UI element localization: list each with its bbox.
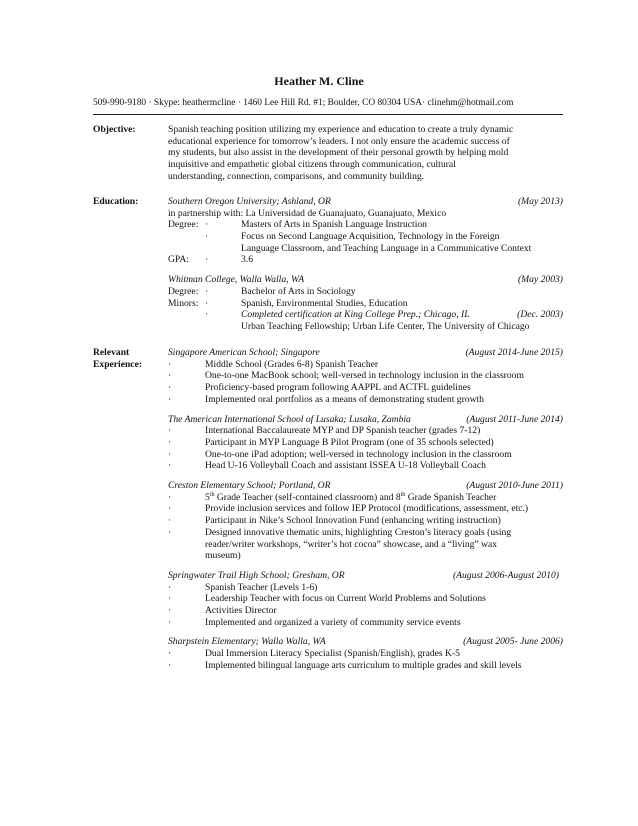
- bullet: ·: [168, 370, 172, 382]
- list-item: [168, 503, 563, 515]
- bullet: ·: [168, 460, 172, 472]
- job-name: Sharpstein Elementary; Walla Walla, WA: [168, 636, 326, 648]
- list-item-text: [168, 492, 563, 504]
- list-item: [168, 394, 563, 406]
- list-item-text: Leadership Teacher with focus on Current World Problems and Solutions: [205, 593, 486, 605]
- job-name: Creston Elementary School; Portland, OR: [168, 480, 331, 491]
- list-item: [168, 437, 563, 449]
- list-item: [168, 370, 563, 382]
- bullet: ·: [168, 515, 172, 527]
- job-date: (August 2006-August 2010): [452, 569, 559, 581]
- bullet: ·: [205, 219, 209, 231]
- bullet: ·: [205, 231, 209, 243]
- school-partner: in partnership with: La Universidad de Guanajuato, Guanajuato, Mexico: [168, 207, 447, 219]
- job-date: (August 2014-June 2015): [465, 347, 563, 358]
- contact-line: 509-990-9180 · Skype: heathermcline · 1460 Lee Hill Rd. #1; Boulder, CO 80304 USA· clinehm@hotmail.com: [93, 98, 514, 108]
- cert-text: Completed certification at King College Prep.; Chicago, IL: [241, 309, 470, 321]
- list-item-text: Implemented oral portfolios as a means of demonstrating student growth: [205, 393, 484, 405]
- bullet: ·: [168, 448, 172, 460]
- degree-key: Degree:: [168, 219, 199, 231]
- experience-section: [93, 347, 563, 672]
- bullet: ·: [168, 425, 172, 437]
- list-item-text: Dual Immersion Literacy Specialist (Spanish/English), grades K-5: [205, 648, 460, 660]
- list-item: [168, 515, 563, 527]
- bullet: ·: [168, 526, 172, 538]
- list-item: [168, 382, 563, 394]
- grade-text: Grade Spanish Teacher: [405, 491, 497, 503]
- gpa-key: GPA:: [168, 254, 189, 266]
- cert-row: [168, 309, 563, 321]
- job-name: Singapore American School; Singapore: [168, 347, 320, 358]
- list-item-line: Designed innovative thematic units, highlighting Creston’s literacy goals (using: [205, 526, 512, 538]
- school-header: [168, 274, 563, 286]
- objective-line: Spanish teaching position utilizing my experience and education to create a truly dynamic: [168, 124, 514, 135]
- list-item-text: Spanish Teacher (Levels 1-6): [205, 581, 318, 593]
- degree-key: Degree:: [168, 285, 199, 297]
- school-date: (May 2003): [517, 274, 563, 286]
- list-item-text: Provide inclusion services and follow IEP Protocol (modifications, assessment, etc.): [205, 503, 529, 515]
- list-item-text: [168, 527, 563, 562]
- list-item-text: One-to-one MacBook school; well-versed in technology inclusion in the classroom: [205, 370, 524, 382]
- degree-row: [168, 286, 563, 298]
- list-item-text: Participant in MYP Language B Pilot Program (one of 35 schools selected): [205, 436, 494, 448]
- bullet: ·: [168, 605, 172, 616]
- fellowship-text: Urban Teaching Fellowship; Urban Life Center, The University of Chicago: [241, 320, 530, 332]
- list-item-line: museum): [205, 550, 241, 562]
- experience-label: [93, 347, 167, 370]
- list-item-line: reader/writer workshops, “writer’s hot cocoa” showcase, and a “living” wax: [205, 538, 498, 550]
- cert-date: (Dec. 2003): [517, 309, 563, 321]
- objective-text: [168, 124, 563, 183]
- header-divider: [93, 114, 563, 115]
- list-item: [168, 648, 563, 660]
- list-item-text: One-to-one iPad adoption; well-versed in technology inclusion in the classroom: [205, 448, 512, 460]
- job-header: [168, 636, 563, 648]
- job-header: [168, 347, 563, 359]
- list-item: [168, 617, 563, 629]
- ordinal-suffix: th: [400, 491, 406, 498]
- list-item-text: Participant in Nike’s School Innovation Fund (enhancing writing instruction): [205, 515, 501, 527]
- bullet: ·: [168, 503, 172, 515]
- list-item-text: Proficiency-based program following AAPPL and ACTFL guidelines: [205, 382, 471, 394]
- school-name: Southern Oregon University; Ashland, OR: [168, 196, 331, 207]
- job-date: (August 2010-June 2011): [466, 480, 563, 491]
- education-section: [93, 196, 563, 333]
- bullet: ·: [168, 393, 172, 405]
- objective-line: educational experience for tomorrow’s leaders. I not only ensure the academic success of: [168, 135, 510, 147]
- focus-line: Language Classroom, and Teaching Language in a Communicative Context: [241, 242, 532, 254]
- degree-value: Bachelor of Arts in Sociology: [241, 285, 356, 297]
- education-label: Education:: [93, 196, 139, 207]
- objective-line: understanding, connection, comparisons, and community building.: [168, 170, 425, 182]
- list-item: [168, 605, 563, 617]
- list-item: [168, 582, 563, 594]
- objective-label: Objective:: [93, 124, 136, 135]
- list-item-text: Head U-16 Volleyball Coach and assistant ISSEA U-18 Volleyball Coach: [205, 460, 486, 472]
- bullet: ·: [205, 285, 209, 297]
- bullet: ·: [168, 581, 172, 593]
- bullet: ·: [205, 254, 209, 266]
- degree-value: Masters of Arts in Spanish Language Instruction: [241, 219, 427, 231]
- list-item-text: Implemented bilingual language arts curriculum to multiple grades and skill levels: [205, 659, 522, 671]
- list-item: [168, 492, 563, 504]
- list-item: [168, 660, 563, 672]
- minors-value: Spanish, Environmental Studies, Education: [241, 297, 408, 309]
- list-item: [168, 449, 563, 461]
- job-name: Springwater Trail High School; Gresham, OR: [168, 569, 345, 581]
- list-item-text: Middle School (Grades 6-8) Spanish Teacher: [205, 358, 379, 370]
- school-name: Whitman College, Walla Walla, WA: [168, 274, 305, 286]
- fellowship-row: [168, 321, 563, 333]
- bullet: ·: [168, 648, 172, 660]
- experience-label-line: Experience:: [93, 358, 143, 370]
- bullet: ·: [205, 297, 209, 309]
- degree-row: [168, 219, 563, 231]
- job-header: [168, 414, 563, 426]
- experience-label-line: Relevant: [93, 347, 130, 358]
- gpa-row: [168, 254, 563, 266]
- bullet: ·: [168, 659, 172, 671]
- list-item-text: International Baccalaureate MYP and DP Spanish teacher (grades 7-12): [205, 425, 481, 437]
- list-item: [168, 359, 563, 371]
- job-date: (August 2011-June 2014): [466, 413, 563, 425]
- objective-line: inquisitive and empathetic global citizens through communication, cultural: [168, 159, 456, 171]
- gpa-value: 3.6: [241, 254, 253, 266]
- ordinal-suffix: th: [209, 491, 215, 498]
- list-item-text: Activities Director: [205, 605, 277, 616]
- job-date: (August 2005- June 2006): [463, 636, 563, 648]
- bullet: ·: [168, 616, 172, 628]
- focus-line: Focus on Second Language Acquisition, Technology in the Foreign: [241, 231, 500, 243]
- list-item: [168, 593, 563, 605]
- grade-text: Grade Teacher (self-contained classroom) and 8: [214, 491, 401, 503]
- bullet: ·: [168, 491, 172, 503]
- list-item: [168, 425, 563, 437]
- job-header: [168, 480, 563, 492]
- education-body: [168, 196, 563, 333]
- bullet: ·: [168, 382, 172, 394]
- minors-key: Minors:: [168, 297, 199, 309]
- list-item-text: Implemented and organized a variety of community service events: [205, 616, 461, 628]
- school-date: (May 2013): [517, 196, 563, 207]
- objective-section: [93, 124, 563, 183]
- job-name: The American International School of Lusaka; Lusaka, Zambia: [168, 413, 411, 425]
- minors-row: [168, 298, 563, 310]
- bullet: ·: [168, 436, 172, 448]
- grade-number: 5: [205, 491, 210, 503]
- school-header: [168, 196, 563, 208]
- job-header: [168, 570, 563, 582]
- resume-name: Heather M. Cline: [274, 74, 364, 88]
- bullet: ·: [168, 593, 172, 605]
- list-item: [168, 527, 563, 562]
- objective-line: my students, but also assist in the development of their personal growth by helping mold: [168, 147, 509, 159]
- list-item: [168, 460, 563, 472]
- bullet: ·: [205, 309, 209, 321]
- focus-row: [168, 231, 563, 254]
- bullet: ·: [168, 358, 172, 370]
- experience-body: [168, 347, 563, 672]
